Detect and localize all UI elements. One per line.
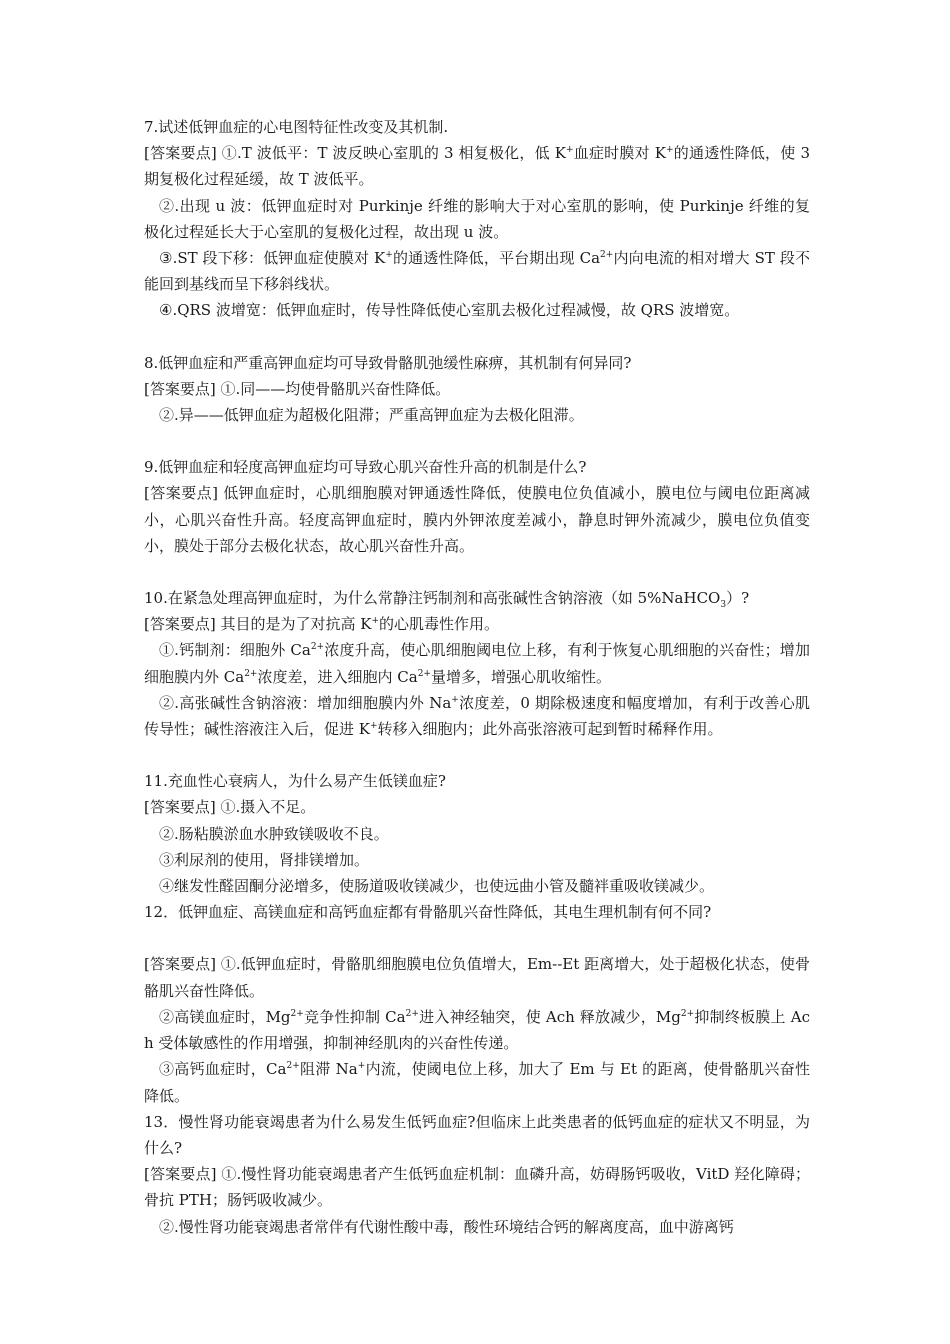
answer-10-point-3: ②.高张碱性含钠溶液：增加细胞膜内外 Na+浓度差，0 期除极速度和幅度增加，有利于改善心肌传导性；碱性溶液注入后，促进 K+转移入细胞内；此外高张溶液可起到暂时稀释作用。 — [144, 693, 810, 739]
question-10: 10.在紧急处理高钾血症时，为什么常静注钙制剂和高张碱性含钠溶液（如 5%NaHCO$_3$）? — [144, 589, 750, 611]
answer-12-point-2: ②高镁血症时，$Mg^{2+}$竞争性抑制 $Ca^{2+}$进入神经轴突，使 Ach 释放减少，$Mg^{2+}$抑制终板膜上 Ach 受体敏感性的作用增强，抑制神经肌肉的兴奋性传递。 — [144, 1007, 810, 1053]
answer-8-point-2: ②.异——低钾血症为超极化阻滞；严重高钾血症为去极化阻滞。 — [159, 406, 584, 425]
question-9: 9.低钾血症和轻度高钾血症均可导致心肌兴奋性升高的机制是什么? — [144, 458, 587, 477]
answer-11-point-3: ③利尿剂的使用，肾排镁增加。 — [159, 850, 370, 869]
question-7: 7.试述低钾血症的心电图特征性改变及其机制. — [144, 118, 449, 136]
answer-8-point-1: [答案要点] ①.同——均使骨骼肌兴奋性降低。 — [144, 379, 451, 398]
question-12: 12．低钾血症、高镁血症和高钙血症都有骨骼肌兴奋性降低，其电生理机制有何不同? — [144, 903, 712, 922]
answer-11-point-1: [答案要点] ①.摄入不足。 — [144, 798, 316, 817]
paragraph-gap — [144, 324, 810, 350]
answer-12-point-3: ③高钙血症时，$Ca^{2+}$阻滞 Na+内流，使阈电位上移，加大了 Em 与 Et 的距离，使骨骼肌兴奋性降低。 — [144, 1060, 811, 1105]
answer-10-point-2: ①.钙制剂：细胞外 $Ca^{2+}$浓度升高，使心肌细胞阈电位上移，有利于恢复心肌细胞的兴奋性；增加细胞膜内外 $Ca^{2+}$浓度差，进入细胞内 $Ca^{2+}$量增多，增强心肌收缩性。 — [144, 641, 810, 686]
question-8: 8.低钾血症和严重高钾血症均可导致骨骼肌弛缓性麻痹，其机制有何异同? — [144, 353, 632, 372]
answer-11-point-2: ②.肠粘膜淤血水肿致镁吸收不良。 — [159, 824, 389, 843]
document-page — [144, 114, 810, 1240]
answer-13-point-2: ②.慢性肾功能衰竭患者常伴有代谢性酸中毒，酸性环境结合钙的解离度高，血中游离钙 — [159, 1217, 734, 1236]
answer-13-point-1: [答案要点] ①.慢性肾功能衰竭患者产生低钙血症机制：血磷升高，妨碍肠钙吸收，VitD 羟化障碍；骨抗 PTH；肠钙吸收减少。 — [144, 1165, 810, 1210]
answer-9-point-1: [答案要点] 低钾血症时，心肌细胞膜对钾通透性降低，使膜电位负值减小，膜电位与阈电位距离减小，心肌兴奋性升高。轻度高钾血症时，膜内外钾浓度差减小，静息时钾外流减少，膜电位负值变小，膜处于部分去极化状态，故心肌兴奋性升高。 — [144, 484, 810, 555]
answer-12-point-1: [答案要点] ①.低钾血症时，骨骼肌细胞膜电位负值增大，Em--Et 距离增大，处于超极化状态，使骨骼肌兴奋性降低。 — [144, 955, 810, 1000]
paragraph-gap — [144, 559, 810, 585]
paragraph-gap — [144, 925, 810, 951]
question-13: 13．慢性肾功能衰竭患者为什么易发生低钙血症?但临床上此类患者的低钙血症的症状又不明显，为什么? — [144, 1112, 810, 1157]
paragraph-gap — [144, 428, 810, 454]
answer-7-point-2: ②.出现 u 波：低钾血症时对 Purkinje 纤维的影响大于对心室肌的影响，使 Purkinje 纤维的复极化过程延长大于心室肌的复极化过程，故出现 u 波。 — [144, 196, 810, 241]
answer-7-point-3: ③.ST 段下移：低钾血症使膜对 K+的通透性降低，平台期出现 $Ca^{2+}$内向电流的相对增大 ST 段不能回到基线而呈下移斜线状。 — [144, 249, 810, 294]
answer-10-point-1: [答案要点] 其目的是为了对抗高 K+的心肌毒性作用。 — [144, 615, 500, 634]
answer-7-point-1: [答案要点] ①.T 波低平：T 波反映心室肌的 3 相复极化，低 K+血症时膜对 K+的通透性降低，使 3 期复极化过程延缓，故 T 波低平。 — [144, 144, 810, 189]
answer-11-point-4: ④继发性醛固酮分泌增多，使肠道吸收镁减少，也使远曲小管及髓袢重吸收镁减少。 — [159, 877, 715, 896]
paragraph-gap — [144, 742, 810, 768]
answer-7-point-4: ④.QRS 波增宽：低钾血症时，传导性降低使心室肌去极化过程减慢，故 QRS 波增宽。 — [159, 301, 740, 320]
question-11: 11.充血性心衰病人，为什么易产生低镁血症? — [144, 772, 446, 791]
